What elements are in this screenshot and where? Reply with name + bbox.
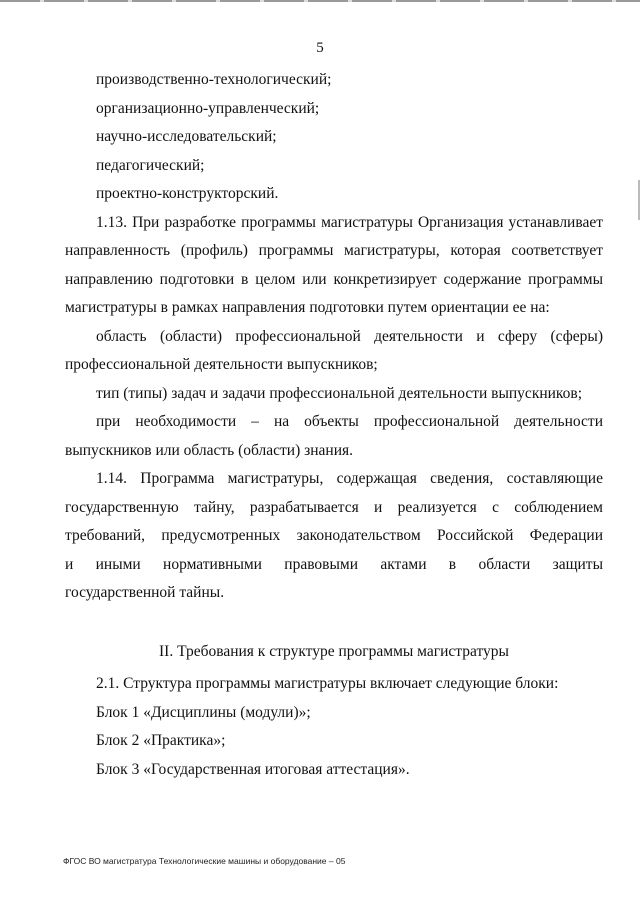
page-footer: ФГОС ВО магистратура Технологические машины и оборудование – 05 <box>63 856 346 866</box>
paragraph-1-14-line: и иными нормативными правовыми актами в области защиты <box>65 555 603 573</box>
list-item: производственно-технологический; <box>96 71 332 88</box>
list-item: проектно-конструкторский. <box>96 185 279 202</box>
paragraph-area-line: область (области) профессиональной деятельности и сферу (сферы) <box>96 327 603 345</box>
paragraph-1-13-line: магистратуры в рамках направления подготовки путем ориентации ее на: <box>65 299 550 316</box>
list-item: научно-исследовательский; <box>96 128 277 145</box>
paragraph-1-14-line: государственной тайны. <box>65 584 225 601</box>
paragraph-2-1: 2.1. Структура программы магистратуры включает следующие блоки: <box>96 675 559 692</box>
list-item: педагогический; <box>96 156 205 174</box>
paragraph-1-14-line: требований, предусмотренных законодательством Российской Федерации <box>65 527 603 544</box>
page-number: 5 <box>316 40 324 56</box>
paragraph-1-14-line: 1.14. Программа магистратуры, содержащая сведения, составляющие <box>96 470 603 487</box>
paragraph-objects-line: при необходимости – на объекты профессиональной деятельности <box>96 413 603 430</box>
paragraph-1-13-line: направленность (профиль) программы магистратуры, которая соответствует <box>65 242 603 259</box>
document-body <box>65 66 603 784</box>
block-item: Блок 3 «Государственная итоговая аттестация». <box>96 760 410 778</box>
scan-edge-top <box>0 0 640 2</box>
paragraph-type: тип (типы) задач и задачи профессиональной деятельности выпускников; <box>96 384 583 402</box>
paragraph-area-line: профессиональной деятельности выпускников; <box>65 356 378 373</box>
block-item: Блок 2 «Практика»; <box>96 732 226 749</box>
block-item: Блок 1 «Дисциплины (модули)»; <box>96 703 311 721</box>
section-heading: II. Требования к структуре программы магистратуры <box>159 642 509 660</box>
paragraph-1-13-line: направлению подготовки в целом или конкретизирует содержание программы <box>65 270 603 288</box>
paragraph-1-14-line: государственную тайну, разрабатывается и реализуется с соблюдением <box>65 498 603 516</box>
paragraph-1-13-line: 1.13. При разработке программы магистратуры Организация устанавливает <box>96 213 603 231</box>
list-item: организационно-управленческий; <box>96 99 320 117</box>
paragraph-objects-line: выпускников или область (области) знания. <box>65 441 354 459</box>
